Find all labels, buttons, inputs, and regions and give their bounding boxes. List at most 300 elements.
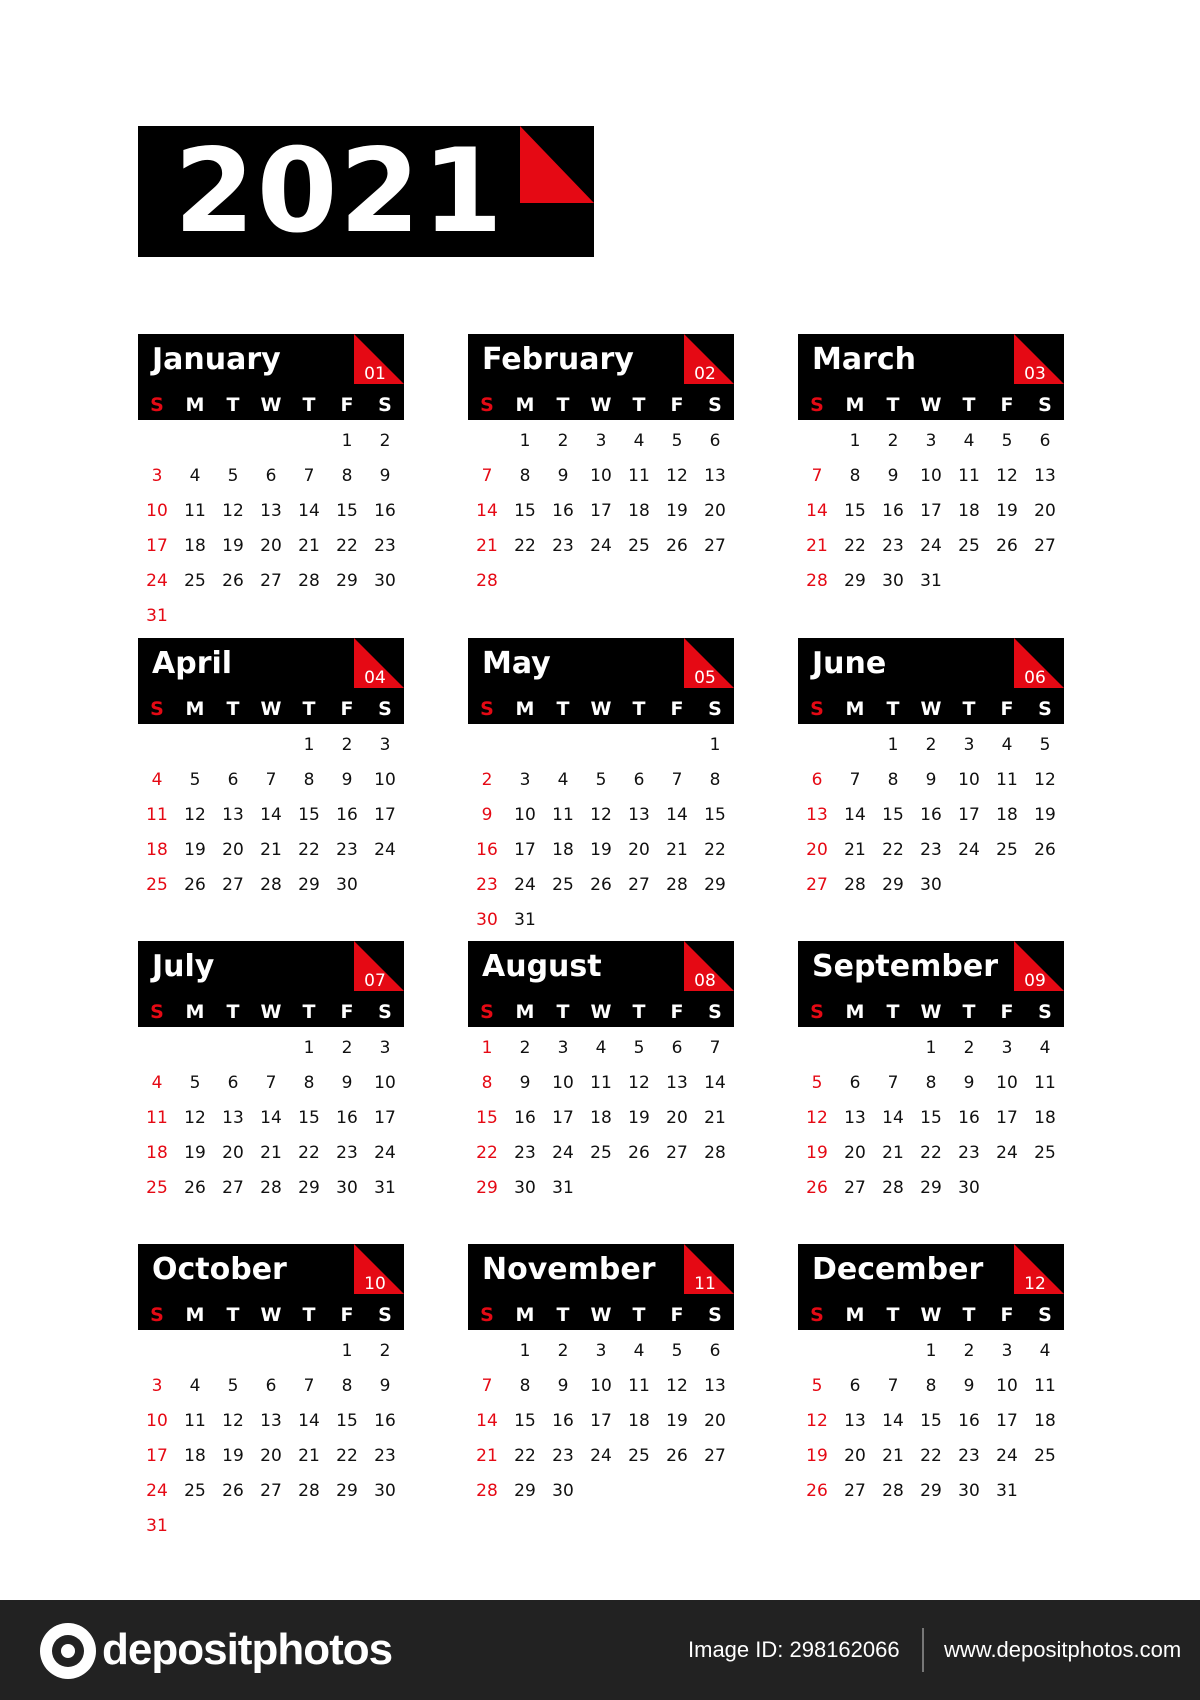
day-cell: 31: [552, 1178, 574, 1198]
day-cell: 17: [552, 1108, 574, 1128]
day-cell: 3: [379, 735, 391, 755]
weekday-row: [138, 997, 404, 1027]
day-cell: 10: [590, 1376, 612, 1396]
day-cell: 9: [557, 1376, 569, 1396]
weekday-label: M: [185, 698, 205, 720]
day-cell: 7: [849, 770, 861, 790]
day-cell: 2: [963, 1038, 975, 1058]
day-cell: 21: [298, 536, 320, 556]
month-name: October: [152, 1252, 287, 1287]
day-cell: 10: [552, 1073, 574, 1093]
weekday-row: [798, 694, 1064, 724]
day-cell: 3: [925, 431, 937, 451]
day-cell: 25: [184, 1481, 206, 1501]
empty-cell: [176, 728, 214, 763]
weekday-label: S: [1038, 1001, 1052, 1023]
weekday-label: T: [886, 698, 900, 720]
weekday-label: W: [590, 1001, 612, 1023]
month-number: 04: [364, 668, 386, 688]
month-name: July: [152, 949, 215, 984]
day-cell: 18: [628, 501, 650, 521]
month-header: [468, 941, 734, 1027]
day-cell: 17: [146, 536, 168, 556]
day-cell: 9: [341, 1073, 353, 1093]
day-grid: [468, 1334, 734, 1509]
day-cell: 14: [476, 1411, 498, 1431]
day-cell: 8: [341, 466, 353, 486]
weekday-label: S: [1038, 698, 1052, 720]
day-cell: 9: [887, 466, 899, 486]
weekday-label: T: [886, 1001, 900, 1023]
month-name: August: [482, 949, 602, 984]
day-cell: 12: [806, 1108, 828, 1128]
day-cell: 21: [476, 536, 498, 556]
day-cell: 25: [590, 1143, 612, 1163]
day-cell: 23: [552, 536, 574, 556]
day-cell: 2: [887, 431, 899, 451]
day-cell: 23: [374, 536, 396, 556]
weekday-label: W: [920, 1304, 942, 1326]
day-cell: 8: [709, 770, 721, 790]
day-cell: 9: [481, 805, 493, 825]
day-grid: [138, 424, 404, 634]
weekday-label: M: [515, 394, 535, 416]
day-cell: 21: [844, 840, 866, 860]
month-name: September: [812, 949, 998, 984]
month-header: [798, 638, 1064, 724]
empty-cell: [582, 728, 620, 763]
month-number: 12: [1024, 1274, 1046, 1294]
weekday-label: S: [378, 698, 392, 720]
weekday-label: F: [340, 1304, 354, 1326]
day-cell: 14: [882, 1411, 904, 1431]
empty-cell: [138, 1334, 176, 1369]
day-cell: 12: [184, 1108, 206, 1128]
day-cell: 25: [628, 536, 650, 556]
day-cell: 11: [1034, 1073, 1056, 1093]
day-cell: 9: [963, 1073, 975, 1093]
day-cell: 19: [806, 1446, 828, 1466]
day-cell: 13: [806, 805, 828, 825]
day-cell: 16: [336, 1108, 358, 1128]
day-cell: 2: [481, 770, 493, 790]
day-cell: 17: [590, 1411, 612, 1431]
weekday-label: S: [480, 394, 494, 416]
empty-cell: [544, 728, 582, 763]
weekday-label: T: [632, 394, 646, 416]
day-cell: 3: [1001, 1341, 1013, 1361]
month-name: June: [812, 646, 887, 681]
day-cell: 13: [260, 501, 282, 521]
day-cell: 4: [557, 770, 569, 790]
day-cell: 29: [844, 571, 866, 591]
day-cell: 12: [1034, 770, 1056, 790]
empty-cell: [874, 1031, 912, 1066]
month-july: [138, 941, 404, 1291]
day-cell: 20: [666, 1108, 688, 1128]
day-cell: 22: [514, 536, 536, 556]
empty-cell: [176, 1334, 214, 1369]
month-number: 02: [694, 364, 716, 384]
day-cell: 28: [260, 875, 282, 895]
empty-cell: [214, 728, 252, 763]
footer-image-id: Image ID: 298162066: [688, 1637, 900, 1662]
day-cell: 21: [298, 1446, 320, 1466]
day-cell: 17: [374, 1108, 396, 1128]
day-cell: 16: [552, 1411, 574, 1431]
day-cell: 20: [222, 1143, 244, 1163]
day-cell: 4: [189, 1376, 201, 1396]
day-cell: 28: [260, 1178, 282, 1198]
day-cell: 26: [628, 1143, 650, 1163]
weekday-row: [468, 694, 734, 724]
day-cell: 7: [265, 1073, 277, 1093]
day-cell: 16: [882, 501, 904, 521]
day-cell: 11: [628, 466, 650, 486]
day-grid: [138, 1031, 404, 1206]
weekday-label: W: [590, 698, 612, 720]
empty-cell: [214, 424, 252, 459]
day-cell: 5: [227, 466, 239, 486]
day-cell: 10: [146, 501, 168, 521]
month-header: [468, 638, 734, 724]
day-cell: 29: [920, 1178, 942, 1198]
day-cell: 20: [844, 1143, 866, 1163]
day-grid: [468, 1031, 734, 1206]
day-cell: 15: [844, 501, 866, 521]
empty-cell: [138, 728, 176, 763]
day-cell: 2: [519, 1038, 531, 1058]
day-cell: 14: [666, 805, 688, 825]
month-number: 10: [364, 1274, 386, 1294]
day-cell: 14: [260, 1108, 282, 1128]
day-cell: 23: [514, 1143, 536, 1163]
weekday-label: F: [340, 698, 354, 720]
day-cell: 24: [514, 875, 536, 895]
day-cell: 11: [552, 805, 574, 825]
weekday-row: [468, 1300, 734, 1330]
day-cell: 9: [557, 466, 569, 486]
day-cell: 15: [920, 1411, 942, 1431]
day-cell: 28: [298, 571, 320, 591]
month-number: 05: [694, 668, 716, 688]
day-cell: 3: [379, 1038, 391, 1058]
empty-cell: [874, 1334, 912, 1369]
weekday-label: M: [515, 1304, 535, 1326]
weekday-label: F: [1000, 698, 1014, 720]
weekday-row: [138, 390, 404, 420]
day-cell: 14: [882, 1108, 904, 1128]
day-cell: 19: [666, 1411, 688, 1431]
month-header: [798, 941, 1064, 1027]
empty-cell: [252, 424, 290, 459]
day-cell: 17: [958, 805, 980, 825]
day-cell: 6: [811, 770, 823, 790]
day-cell: 28: [704, 1143, 726, 1163]
day-cell: 13: [222, 805, 244, 825]
day-cell: 13: [260, 1411, 282, 1431]
weekday-label: S: [150, 1304, 164, 1326]
day-cell: 26: [806, 1178, 828, 1198]
weekday-label: S: [378, 1001, 392, 1023]
day-cell: 7: [811, 466, 823, 486]
day-cell: 1: [887, 735, 899, 755]
weekday-label: F: [670, 698, 684, 720]
day-cell: 4: [633, 1341, 645, 1361]
day-cell: 15: [882, 805, 904, 825]
empty-cell: [836, 1334, 874, 1369]
day-cell: 30: [336, 1178, 358, 1198]
month-number: 09: [1024, 971, 1046, 991]
day-grid: [468, 728, 734, 938]
day-cell: 3: [151, 1376, 163, 1396]
month-august: [468, 941, 734, 1291]
day-cell: 13: [844, 1411, 866, 1431]
day-cell: 6: [633, 770, 645, 790]
day-cell: 29: [704, 875, 726, 895]
day-cell: 4: [189, 466, 201, 486]
day-cell: 15: [920, 1108, 942, 1128]
day-cell: 21: [666, 840, 688, 860]
day-cell: 20: [628, 840, 650, 860]
weekday-label: W: [590, 1304, 612, 1326]
month-january: [138, 334, 404, 684]
weekday-label: S: [150, 698, 164, 720]
day-cell: 10: [374, 770, 396, 790]
day-cell: 28: [666, 875, 688, 895]
day-cell: 14: [260, 805, 282, 825]
empty-cell: [290, 1334, 328, 1369]
day-cell: 15: [476, 1108, 498, 1128]
weekday-label: S: [150, 394, 164, 416]
weekday-label: T: [632, 1001, 646, 1023]
footer-logo-text: depositphotos: [102, 1625, 393, 1674]
weekday-label: T: [962, 1001, 976, 1023]
day-cell: 9: [379, 1376, 391, 1396]
day-cell: 23: [336, 840, 358, 860]
day-cell: 11: [184, 1411, 206, 1431]
day-cell: 8: [341, 1376, 353, 1396]
day-cell: 11: [146, 805, 168, 825]
weekday-label: F: [1000, 1304, 1014, 1326]
day-cell: 22: [476, 1143, 498, 1163]
month-november: [468, 1244, 734, 1594]
weekday-label: M: [515, 1001, 535, 1023]
day-cell: 31: [996, 1481, 1018, 1501]
weekday-label: S: [810, 1304, 824, 1326]
day-cell: 6: [849, 1376, 861, 1396]
day-cell: 4: [963, 431, 975, 451]
empty-cell: [252, 728, 290, 763]
day-cell: 24: [996, 1446, 1018, 1466]
weekday-label: T: [962, 394, 976, 416]
day-cell: 5: [189, 1073, 201, 1093]
day-cell: 27: [704, 536, 726, 556]
day-cell: 29: [298, 875, 320, 895]
day-cell: 8: [887, 770, 899, 790]
empty-cell: [836, 728, 874, 763]
day-cell: 27: [844, 1481, 866, 1501]
day-cell: 24: [374, 1143, 396, 1163]
day-grid: [798, 1334, 1064, 1509]
day-cell: 18: [590, 1108, 612, 1128]
day-cell: 4: [1039, 1038, 1051, 1058]
day-cell: 27: [666, 1143, 688, 1163]
day-cell: 7: [671, 770, 683, 790]
weekday-label: T: [302, 1001, 316, 1023]
day-cell: 28: [882, 1481, 904, 1501]
day-cell: 30: [920, 875, 942, 895]
day-cell: 26: [666, 1446, 688, 1466]
day-cell: 29: [882, 875, 904, 895]
month-may: [468, 638, 734, 988]
day-cell: 8: [303, 1073, 315, 1093]
month-october: [138, 1244, 404, 1594]
day-cell: 25: [184, 571, 206, 591]
weekday-label: S: [810, 1001, 824, 1023]
day-cell: 12: [184, 805, 206, 825]
weekday-label: T: [226, 1304, 240, 1326]
day-cell: 18: [1034, 1411, 1056, 1431]
day-cell: 30: [336, 875, 358, 895]
day-cell: 28: [882, 1178, 904, 1198]
month-header: [138, 1244, 404, 1330]
day-cell: 30: [476, 910, 498, 930]
day-cell: 23: [958, 1446, 980, 1466]
day-cell: 9: [925, 770, 937, 790]
day-cell: 21: [882, 1143, 904, 1163]
day-cell: 5: [671, 1341, 683, 1361]
day-cell: 8: [849, 466, 861, 486]
day-cell: 16: [374, 501, 396, 521]
empty-cell: [468, 424, 506, 459]
day-cell: 3: [1001, 1038, 1013, 1058]
day-cell: 4: [595, 1038, 607, 1058]
day-cell: 20: [806, 840, 828, 860]
weekday-label: T: [886, 1304, 900, 1326]
weekday-label: W: [260, 1304, 282, 1326]
weekday-label: W: [920, 698, 942, 720]
month-header: [138, 334, 404, 420]
day-cell: 19: [1034, 805, 1056, 825]
weekday-label: F: [340, 394, 354, 416]
weekday-label: W: [920, 394, 942, 416]
day-cell: 19: [184, 1143, 206, 1163]
day-cell: 1: [849, 431, 861, 451]
day-cell: 19: [184, 840, 206, 860]
empty-cell: [138, 424, 176, 459]
day-cell: 6: [671, 1038, 683, 1058]
day-cell: 20: [704, 1411, 726, 1431]
day-cell: 10: [996, 1073, 1018, 1093]
weekday-label: S: [708, 1304, 722, 1326]
empty-cell: [506, 728, 544, 763]
day-cell: 8: [925, 1073, 937, 1093]
day-cell: 6: [227, 770, 239, 790]
weekday-label: F: [670, 1001, 684, 1023]
day-cell: 27: [704, 1446, 726, 1466]
day-cell: 29: [336, 1481, 358, 1501]
day-cell: 31: [146, 1516, 168, 1536]
day-cell: 16: [514, 1108, 536, 1128]
weekday-row: [798, 390, 1064, 420]
empty-cell: [290, 424, 328, 459]
day-cell: 22: [844, 536, 866, 556]
month-number: 06: [1024, 668, 1046, 688]
day-cell: 11: [1034, 1376, 1056, 1396]
day-cell: 4: [1039, 1341, 1051, 1361]
day-cell: 7: [265, 770, 277, 790]
day-cell: 2: [963, 1341, 975, 1361]
day-cell: 27: [1034, 536, 1056, 556]
day-cell: 21: [260, 1143, 282, 1163]
weekday-label: T: [302, 394, 316, 416]
day-cell: 12: [222, 1411, 244, 1431]
day-cell: 17: [514, 840, 536, 860]
weekday-label: F: [670, 1304, 684, 1326]
day-cell: 6: [849, 1073, 861, 1093]
day-cell: 23: [958, 1143, 980, 1163]
day-grid: [138, 1334, 404, 1544]
day-cell: 3: [151, 466, 163, 486]
weekday-label: S: [480, 1001, 494, 1023]
day-cell: 29: [298, 1178, 320, 1198]
day-cell: 22: [298, 840, 320, 860]
month-name: February: [482, 342, 634, 377]
day-cell: 14: [298, 501, 320, 521]
day-cell: 20: [260, 1446, 282, 1466]
empty-cell: [468, 728, 506, 763]
day-cell: 2: [341, 735, 353, 755]
day-cell: 11: [146, 1108, 168, 1128]
day-cell: 2: [925, 735, 937, 755]
weekday-label: T: [302, 1304, 316, 1326]
weekday-label: T: [556, 698, 570, 720]
day-cell: 5: [633, 1038, 645, 1058]
day-cell: 13: [704, 1376, 726, 1396]
day-cell: 12: [666, 466, 688, 486]
day-cell: 16: [958, 1411, 980, 1431]
month-june: [798, 638, 1064, 988]
day-cell: 11: [996, 770, 1018, 790]
weekday-label: S: [708, 394, 722, 416]
day-cell: 15: [298, 805, 320, 825]
empty-cell: [176, 1031, 214, 1066]
day-cell: 29: [476, 1178, 498, 1198]
weekday-label: T: [886, 394, 900, 416]
day-cell: 30: [552, 1481, 574, 1501]
day-cell: 26: [1034, 840, 1056, 860]
day-cell: 14: [476, 501, 498, 521]
day-cell: 6: [265, 1376, 277, 1396]
day-cell: 21: [704, 1108, 726, 1128]
day-cell: 1: [519, 1341, 531, 1361]
empty-cell: [214, 1334, 252, 1369]
month-april: [138, 638, 404, 988]
day-cell: 15: [514, 1411, 536, 1431]
day-cell: 16: [552, 501, 574, 521]
day-cell: 23: [920, 840, 942, 860]
day-grid: [138, 728, 404, 903]
empty-cell: [620, 728, 658, 763]
day-cell: 24: [996, 1143, 1018, 1163]
day-cell: 8: [925, 1376, 937, 1396]
empty-cell: [798, 424, 836, 459]
weekday-label: T: [556, 1001, 570, 1023]
day-cell: 25: [146, 875, 168, 895]
month-name: December: [812, 1252, 984, 1287]
day-cell: 23: [882, 536, 904, 556]
